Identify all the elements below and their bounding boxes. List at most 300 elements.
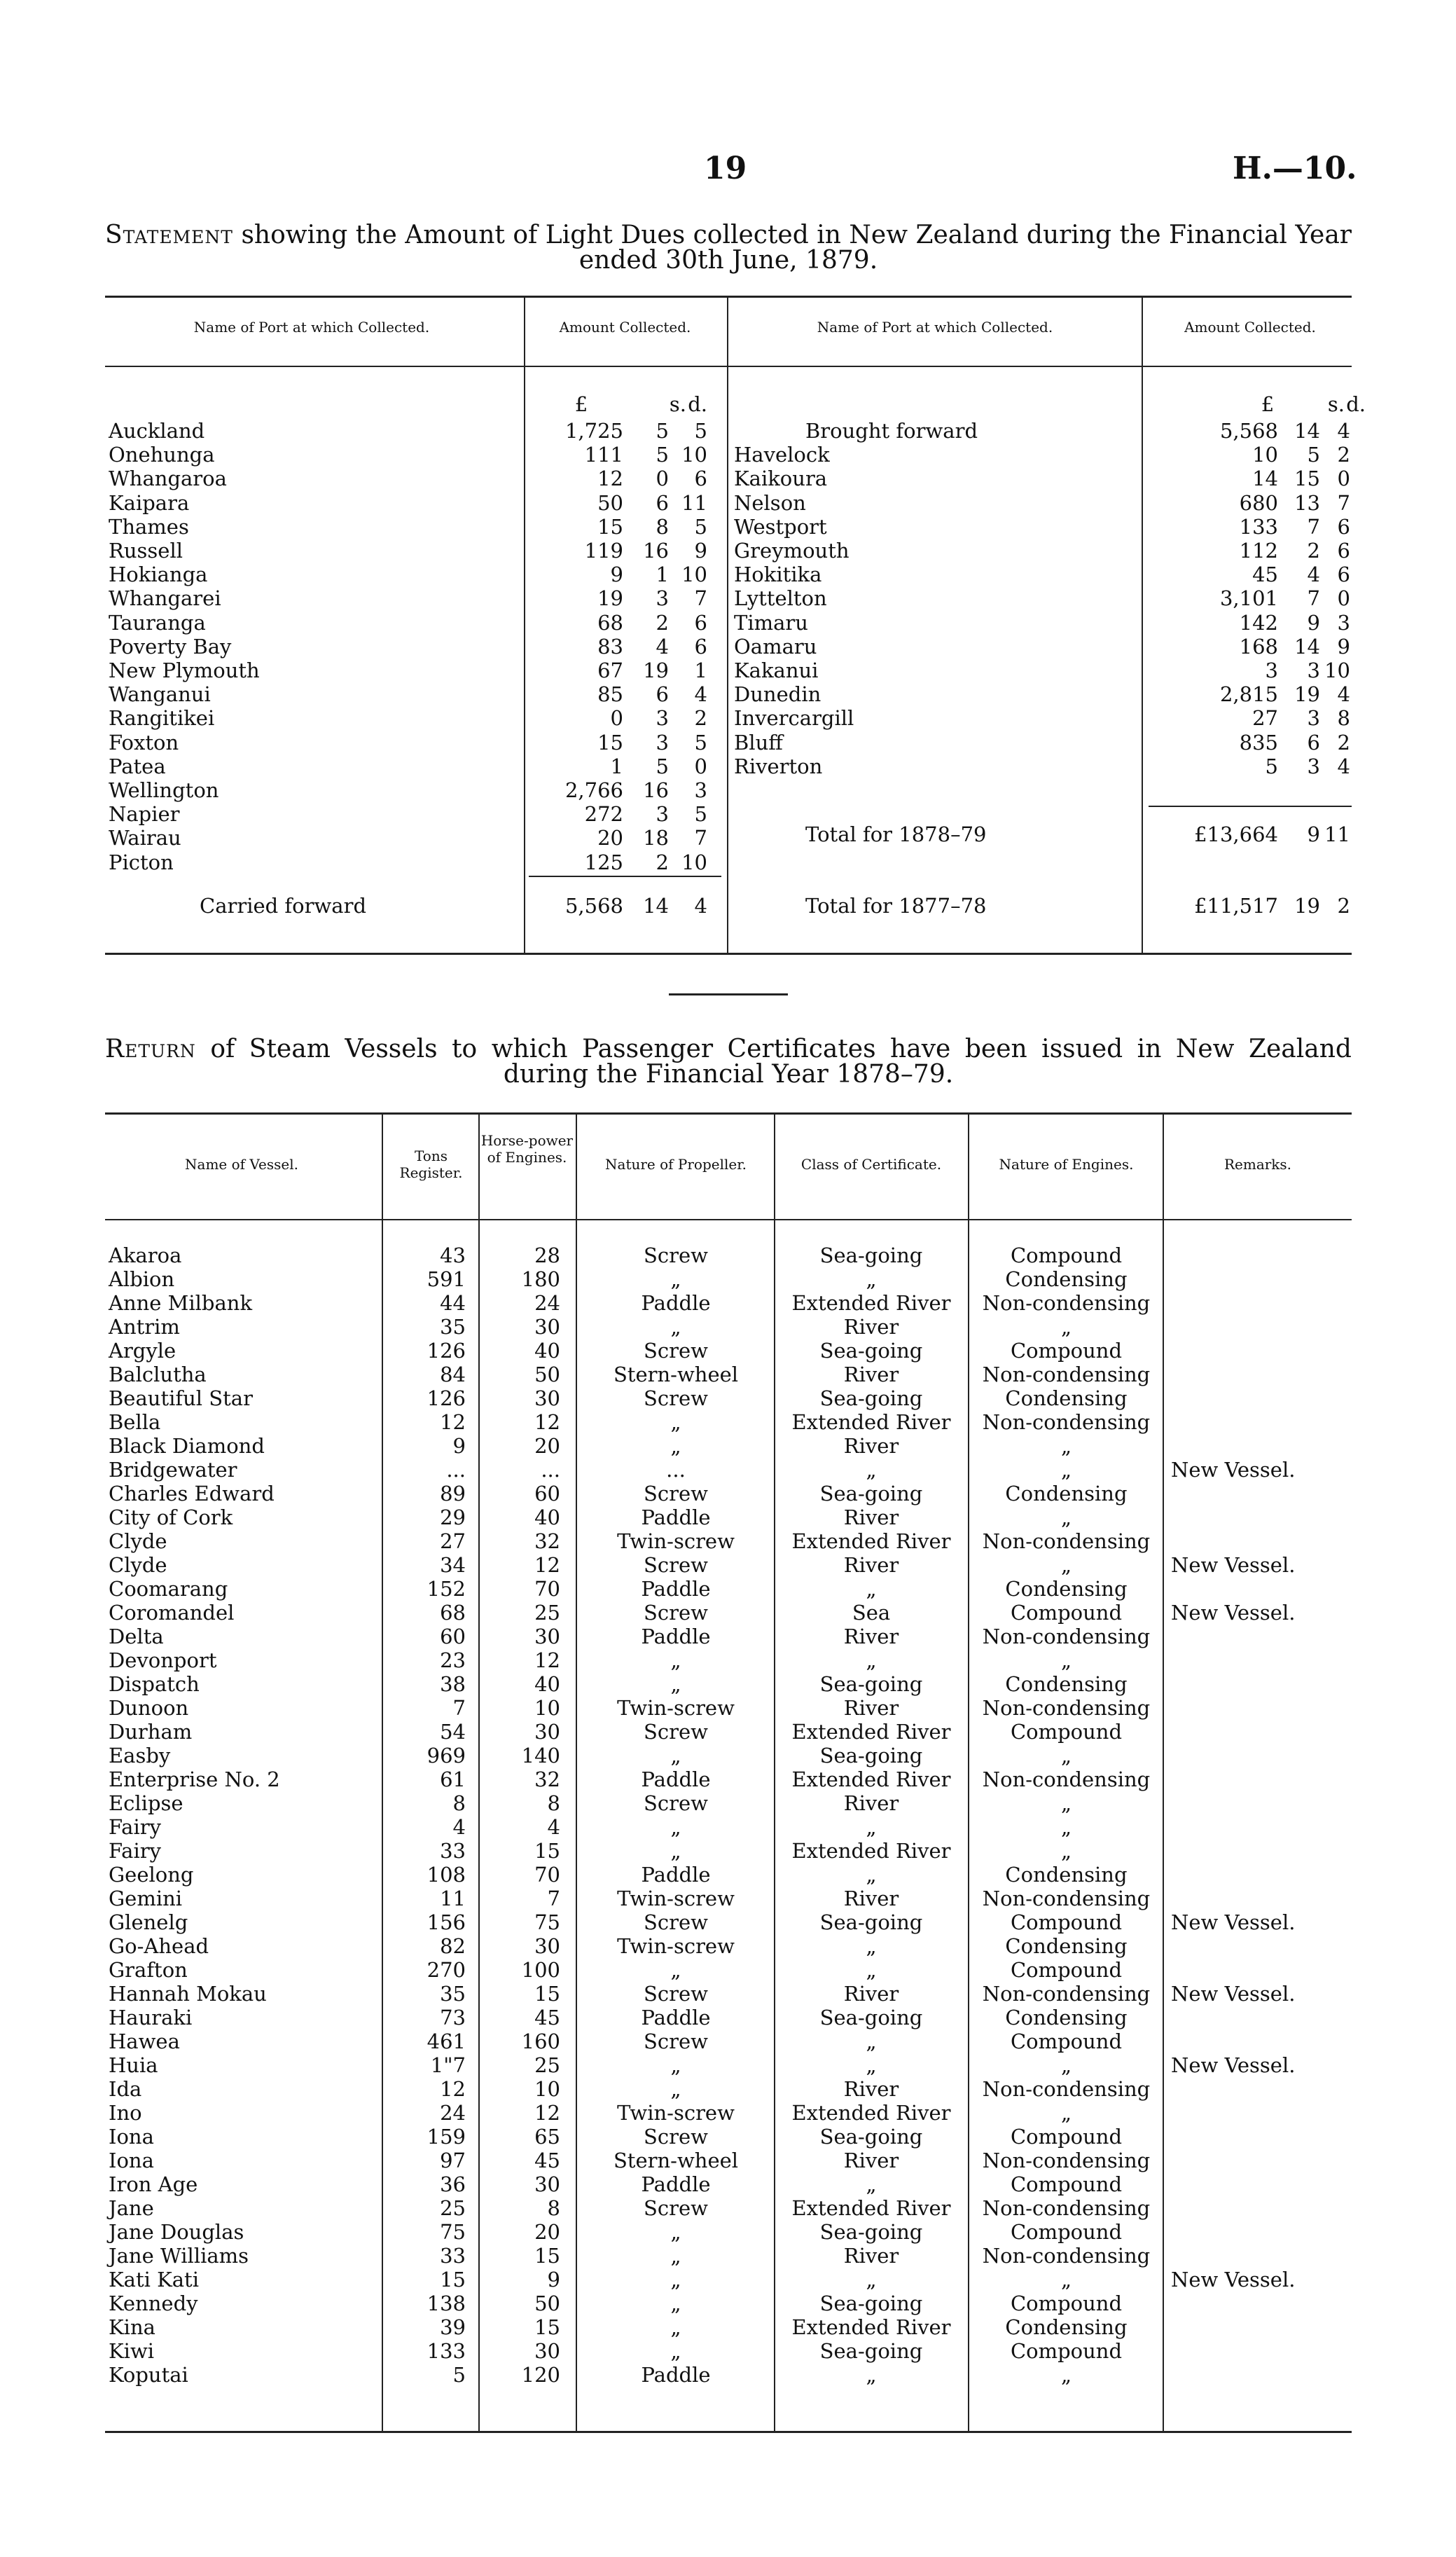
vessel-propeller: „ — [670, 2291, 681, 2315]
vessel-divider-1 — [382, 1114, 383, 2431]
amount-pence: 0 — [694, 754, 707, 778]
vessel-horse-power: 25 — [534, 1601, 560, 1625]
amount-pounds: 68 — [597, 610, 623, 635]
amount-pence: 6 — [1337, 563, 1350, 587]
vessel-tons: 38 — [440, 1672, 466, 1696]
header-remarks: Remarks. — [1223, 1156, 1292, 1173]
vessel-tons: 35 — [440, 1982, 466, 2006]
port-name: Oamaru — [734, 634, 817, 659]
vessel-propeller: Screw — [644, 1910, 708, 1934]
port-name: Riverton — [734, 754, 823, 778]
vessel-tons: 25 — [440, 2196, 466, 2220]
amount-pounds: 19 — [597, 586, 623, 611]
amount-shillings: 6 — [656, 682, 669, 707]
vessel-engines: Non-condensing — [982, 1363, 1151, 1386]
amount-pounds: 1,725 — [564, 419, 623, 443]
vessel-tons: 152 — [427, 1577, 466, 1601]
vessel-tons: 24 — [440, 2101, 466, 2125]
vessel-horse-power: 70 — [534, 1577, 560, 1601]
vessel-propeller: Twin-screw — [617, 1529, 735, 1553]
vessel-certificate: „ — [866, 1648, 877, 1672]
vessel-propeller: Twin-screw — [617, 1934, 735, 1958]
amount-shillings: 9 — [1307, 610, 1320, 635]
vessel-name: Eclipse — [109, 1791, 183, 1815]
vessel-engines: Compound — [1010, 2172, 1123, 2196]
amount-pounds: 10 — [1252, 443, 1278, 467]
vessel-remarks: New Vessel. — [1171, 1982, 1296, 2006]
vessel-certificate: Extended River — [791, 1410, 951, 1434]
vessel-certificate: „ — [866, 2363, 877, 2387]
vessel-name: Black Diamond — [109, 1434, 265, 1458]
vessel-name: Akaroa — [109, 1243, 182, 1267]
vessel-top-rule — [105, 1112, 1352, 1115]
port-name: Kaikoura — [734, 467, 828, 491]
amount-pence: 9 — [694, 539, 707, 563]
vessel-certificate: River — [843, 1434, 899, 1458]
vessel-propeller: Screw — [644, 1339, 708, 1363]
amount-pence: 7 — [1337, 490, 1350, 515]
vessel-divider-5 — [968, 1114, 969, 2431]
vessel-tons: 60 — [440, 1625, 466, 1648]
amount-pence: 8 — [1337, 706, 1350, 731]
carried-forward-label: Carried forward — [200, 894, 367, 918]
port-name: Foxton — [109, 730, 179, 754]
vessel-tons: 97 — [440, 2149, 466, 2172]
amount-pence: 2 — [1337, 443, 1350, 467]
vessel-name: Iron Age — [109, 2172, 198, 2196]
vessel-propeller: Stern-wheel — [613, 2149, 739, 2172]
amount-pence: 5 — [694, 802, 707, 827]
vessel-horse-power: 20 — [534, 1434, 560, 1458]
vessel-certificate: Sea-going — [819, 2125, 923, 2149]
vessel-name: Hawea — [109, 2029, 180, 2053]
pound-symbol: £ — [574, 392, 588, 416]
vessel-propeller: „ — [670, 1672, 681, 1696]
header-vessel-name: Name of Vessel. — [185, 1156, 298, 1173]
header-amount-right: Amount Collected. — [1184, 319, 1316, 336]
amount-shillings: 2 — [1307, 539, 1320, 563]
vessel-tons: ... — [446, 1458, 466, 1482]
vessel-certificate: River — [843, 1982, 899, 2006]
vessel-horse-power: 30 — [534, 1625, 560, 1648]
amount-shillings: 3 — [656, 706, 669, 731]
vessel-divider-6 — [1163, 1114, 1164, 2431]
vessel-tons: 4 — [452, 1815, 466, 1839]
vessel-propeller: „ — [670, 2244, 681, 2268]
vessel-certificate: River — [843, 1887, 899, 1910]
vessel-horse-power: 160 — [521, 2029, 560, 2053]
vessel-certificate: River — [843, 1363, 899, 1386]
vessel-divider-2 — [478, 1114, 480, 2431]
vessel-certificate: Sea-going — [819, 2006, 923, 2029]
vessel-name: Charles Edward — [109, 1482, 275, 1505]
vessel-propeller: „ — [670, 1958, 681, 1982]
vessel-certificate: River — [843, 1505, 899, 1529]
amount-pounds: 119 — [584, 539, 623, 563]
vessel-name: Huia — [109, 2053, 158, 2077]
header-amount-left: Amount Collected. — [559, 319, 691, 336]
vessel-tons: 75 — [440, 2220, 466, 2244]
vessel-certificate: „ — [866, 2172, 877, 2196]
vessel-certificate: Sea — [852, 1601, 891, 1625]
vessel-name: Glenelg — [109, 1910, 188, 1934]
vessel-tons: 156 — [427, 1910, 466, 1934]
vessel-horse-power: 45 — [534, 2006, 560, 2029]
vessel-propeller: „ — [670, 2053, 681, 2077]
vessel-name: Argyle — [109, 1339, 176, 1363]
vessel-certificate: Sea-going — [819, 2220, 923, 2244]
vessel-horse-power: 8 — [547, 2196, 560, 2220]
vessel-propeller: Paddle — [641, 1767, 711, 1791]
vessel-tons: 33 — [440, 1839, 466, 1863]
amount-shillings: 18 — [643, 826, 669, 850]
vessel-name: Iona — [109, 2125, 154, 2149]
vessel-propeller: „ — [670, 1815, 681, 1839]
total-1877-78-label: Total for 1877–78 — [805, 894, 987, 918]
port-name: Onehunga — [109, 443, 215, 467]
vessel-tons: 9 — [452, 1434, 466, 1458]
vessel-horse-power: 24 — [534, 1291, 560, 1315]
vessel-propeller: Paddle — [641, 1625, 711, 1648]
vessel-propeller: Paddle — [641, 1505, 711, 1529]
amount-pounds: 2,766 — [564, 778, 623, 802]
amount-shillings: 15 — [1294, 467, 1320, 491]
vessel-name: Ino — [109, 2101, 142, 2125]
vessel-propeller: Screw — [644, 1243, 708, 1267]
shillings-symbol: s. — [1327, 392, 1345, 416]
amount-shillings: 19 — [643, 659, 669, 682]
amount-shillings: 4 — [656, 634, 669, 659]
vessel-horse-power: 40 — [534, 1505, 560, 1529]
amount-pounds: 112 — [1239, 539, 1278, 563]
amount-pounds: 45 — [1252, 563, 1278, 587]
port-name: Kakanui — [734, 659, 819, 682]
shillings-symbol: s. — [669, 392, 686, 416]
port-name: Bluff — [734, 730, 783, 754]
amount-pence: 11 — [681, 490, 707, 515]
vessel-certificate: Extended River — [791, 1529, 951, 1553]
port-name: Auckland — [109, 419, 205, 443]
amount-shillings: 19 — [1294, 682, 1320, 707]
vessel-engines: Compound — [1010, 1720, 1123, 1744]
vessel-horse-power: 8 — [547, 1791, 560, 1815]
page-number: 19 — [704, 151, 747, 186]
vessel-name: Bella — [109, 1410, 161, 1434]
vessel-horse-power: 40 — [534, 1672, 560, 1696]
vessel-certificate: „ — [866, 1863, 877, 1887]
amount-pounds: 680 — [1239, 490, 1278, 515]
vessel-propeller: ... — [666, 1458, 686, 1482]
vessel-propeller: „ — [670, 1434, 681, 1458]
header-rule — [105, 366, 1352, 367]
pound-symbol: £ — [1261, 392, 1275, 416]
amount-pounds: 2,815 — [1219, 682, 1278, 707]
vessel-name: Coromandel — [109, 1601, 235, 1625]
vessel-certificate: „ — [866, 1458, 877, 1482]
vessel-engines: Non-condensing — [982, 1982, 1151, 2006]
header-tons: Tons Register. — [399, 1147, 463, 1181]
amount-pounds: 5 — [1265, 754, 1278, 778]
amount-pounds: 125 — [584, 850, 623, 874]
amount-pence: 2 — [694, 706, 707, 731]
vessel-engines: Condensing — [1005, 1267, 1128, 1291]
divider-2 — [727, 297, 728, 953]
vessel-engines: Non-condensing — [982, 1625, 1151, 1648]
amount-pounds: 142 — [1239, 610, 1278, 635]
vessel-engines: Compound — [1010, 2029, 1123, 2053]
vessel-tons: 126 — [427, 1339, 466, 1363]
vessel-name: Devonport — [109, 1648, 217, 1672]
vessel-propeller: Screw — [644, 2029, 708, 2053]
amount-shillings: 16 — [643, 539, 669, 563]
vessel-tons: 126 — [427, 1386, 466, 1410]
amount-pence: 10 — [681, 443, 707, 467]
carried-forward-shillings: 14 — [643, 894, 669, 918]
amount-shillings: 16 — [643, 778, 669, 802]
vessel-propeller: Twin-screw — [617, 2101, 735, 2125]
amount-shillings: 8 — [656, 514, 669, 539]
port-name: Hokianga — [109, 563, 208, 587]
amount-pence: 5 — [694, 730, 707, 754]
vessel-name: Beautiful Star — [109, 1386, 253, 1410]
port-name: Kaipara — [109, 490, 190, 515]
vessel-engines: „ — [1060, 1791, 1072, 1815]
port-name: Havelock — [734, 443, 830, 467]
vessel-propeller: „ — [670, 1315, 681, 1339]
amount-pounds: 0 — [610, 706, 623, 731]
port-name: Lyttelton — [734, 586, 827, 611]
vessel-certificate: „ — [866, 1958, 877, 1982]
divider-3 — [1142, 297, 1143, 953]
port-name: Poverty Bay — [109, 634, 232, 659]
vessel-propeller: Paddle — [641, 1863, 711, 1887]
carried-forward-pence: 4 — [694, 894, 707, 918]
vessel-certificate: Extended River — [791, 2196, 951, 2220]
vessel-certificate: Extended River — [791, 1720, 951, 1744]
vessel-tons: 11 — [440, 1887, 466, 1910]
vessel-horse-power: 4 — [547, 1815, 560, 1839]
vessel-horse-power: 15 — [534, 1982, 560, 2006]
vessel-engines: „ — [1060, 1553, 1072, 1577]
vessel-tons: 15 — [440, 2268, 466, 2291]
vessel-horse-power: 75 — [534, 1910, 560, 1934]
vessel-horse-power: 70 — [534, 1863, 560, 1887]
amount-pounds: 50 — [597, 490, 623, 515]
vessel-engines: Condensing — [1005, 1672, 1128, 1696]
amount-shillings: 13 — [1294, 490, 1320, 515]
brought-forward-pounds: 5,568 — [1219, 419, 1278, 443]
total-1877-78-amount: £11,517 — [1194, 894, 1278, 918]
vessel-engines: Condensing — [1005, 1577, 1128, 1601]
vessel-engines: Compound — [1010, 1910, 1123, 1934]
vessel-horse-power: 12 — [534, 1553, 560, 1577]
vessel-propeller: „ — [670, 2220, 681, 2244]
amount-pence: 4 — [1337, 754, 1350, 778]
vessel-name: Fairy — [109, 1839, 161, 1863]
vessel-engines: Non-condensing — [982, 1887, 1151, 1910]
vessel-propeller: „ — [670, 2315, 681, 2339]
amount-pence: 9 — [1337, 634, 1350, 659]
bottom-rule — [105, 953, 1352, 955]
vessel-certificate: River — [843, 1553, 899, 1577]
amount-shillings: 3 — [1307, 659, 1320, 682]
amount-pounds: 3,101 — [1219, 586, 1278, 611]
port-name: Napier — [109, 802, 180, 827]
amount-shillings: 0 — [656, 467, 669, 491]
header-certificate-class: Class of Certificate. — [800, 1156, 942, 1173]
vessel-propeller: Stern-wheel — [613, 1363, 739, 1386]
amount-pence: 10 — [1324, 659, 1350, 682]
amount-shillings: 5 — [1307, 443, 1320, 467]
vessel-engines: „ — [1060, 1839, 1072, 1863]
vessel-engines: Non-condensing — [982, 2077, 1151, 2101]
vessel-name: Balclutha — [109, 1363, 207, 1386]
vessel-remarks: New Vessel. — [1171, 1910, 1296, 1934]
vessel-engines: „ — [1060, 2363, 1072, 2387]
vessel-horse-power: 15 — [534, 2244, 560, 2268]
vessel-tons: 23 — [440, 1648, 466, 1672]
amount-pence: 10 — [681, 563, 707, 587]
vessel-name: Bridgewater — [109, 1458, 237, 1482]
vessel-certificate: Sea-going — [819, 1339, 923, 1363]
vessel-horse-power: 30 — [534, 1934, 560, 1958]
vessel-certificate: Sea-going — [819, 2339, 923, 2363]
vessel-name: Coomarang — [109, 1577, 228, 1601]
light-dues-title — [105, 223, 1352, 273]
vessel-horse-power: 32 — [534, 1767, 560, 1791]
amount-shillings: 6 — [656, 490, 669, 515]
vessel-certificate: Sea-going — [819, 1243, 923, 1267]
vessel-propeller: „ — [670, 1744, 681, 1767]
port-name: Westport — [734, 514, 827, 539]
vessel-horse-power: 15 — [534, 2315, 560, 2339]
vessel-remarks: New Vessel. — [1171, 2053, 1296, 2077]
port-name: Timaru — [734, 610, 808, 635]
vessel-engines: Non-condensing — [982, 1767, 1151, 1791]
amount-pence: 4 — [694, 682, 707, 707]
amount-pence: 6 — [694, 610, 707, 635]
vessel-tons: 7 — [452, 1696, 466, 1720]
vessel-tons: 73 — [440, 2006, 466, 2029]
vessel-name: Dunoon — [109, 1696, 189, 1720]
vessel-propeller: Paddle — [641, 1577, 711, 1601]
amount-pence: 6 — [694, 467, 707, 491]
vessel-tons: 5 — [452, 2363, 466, 2387]
amount-shillings: 5 — [656, 419, 669, 443]
vessel-name: Kati Kati — [109, 2268, 199, 2291]
vessel-tons: 61 — [440, 1767, 466, 1791]
header-port-right: Name of Port at which Collected. — [817, 319, 1053, 336]
vessel-divider-4 — [774, 1114, 775, 2431]
amount-pounds: 12 — [597, 467, 623, 491]
vessel-tons: 27 — [440, 1529, 466, 1553]
vessel-name: Easby — [109, 1744, 171, 1767]
vessel-propeller: Paddle — [641, 2006, 711, 2029]
amount-shillings: 3 — [656, 802, 669, 827]
vessel-propeller: Paddle — [641, 2363, 711, 2387]
amount-pence: 5 — [694, 419, 707, 443]
vessel-certificate: Sea-going — [819, 1744, 923, 1767]
vessel-propeller: Paddle — [641, 1291, 711, 1315]
amount-pounds: 3 — [1265, 659, 1278, 682]
vessel-propeller: „ — [670, 1267, 681, 1291]
vessel-tons: 138 — [427, 2291, 466, 2315]
vessel-tons: 82 — [440, 1934, 466, 1958]
amount-shillings: 14 — [1294, 634, 1320, 659]
vessel-horse-power: 40 — [534, 1339, 560, 1363]
document-reference: H.—10. — [1233, 151, 1357, 186]
vessel-engines: „ — [1060, 1458, 1072, 1482]
vessel-horse-power: 30 — [534, 2172, 560, 2196]
vessel-name: Iona — [109, 2149, 154, 2172]
left-sum-rule — [529, 876, 721, 877]
vessel-engines: „ — [1060, 1815, 1072, 1839]
vessel-horse-power: 60 — [534, 1482, 560, 1505]
amount-pounds: 835 — [1239, 730, 1278, 754]
amount-pounds: 168 — [1239, 634, 1278, 659]
amount-pence: 4 — [1337, 682, 1350, 707]
vessel-certificate: „ — [866, 2029, 877, 2053]
vessel-tons: 33 — [440, 2244, 466, 2268]
vessel-certificate: River — [843, 2149, 899, 2172]
port-name: Patea — [109, 754, 166, 778]
port-name: Thames — [109, 514, 189, 539]
vessel-horse-power: 50 — [534, 2291, 560, 2315]
vessel-engines: „ — [1060, 1648, 1072, 1672]
vessel-tons: 159 — [427, 2125, 466, 2149]
vessel-tons: 12 — [440, 1410, 466, 1434]
vessel-name: Go-Ahead — [109, 1934, 209, 1958]
vessel-propeller: „ — [670, 1410, 681, 1434]
vessel-remarks: New Vessel. — [1171, 1601, 1296, 1625]
vessel-engines: Non-condensing — [982, 2196, 1151, 2220]
vessel-propeller: Screw — [644, 1791, 708, 1815]
vessel-tons: 84 — [440, 1363, 466, 1386]
amount-pounds: 27 — [1252, 706, 1278, 731]
vessel-certificate: River — [843, 1791, 899, 1815]
vessel-engines: Condensing — [1005, 2315, 1128, 2339]
vessel-horse-power: 15 — [534, 1839, 560, 1863]
amount-shillings: 4 — [1307, 563, 1320, 587]
vessel-name: Fairy — [109, 1815, 161, 1839]
vessel-propeller: „ — [670, 2268, 681, 2291]
total-1878-79-shillings: 9 — [1307, 822, 1320, 846]
vessel-name: Hauraki — [109, 2006, 193, 2029]
port-name: Hokitika — [734, 563, 822, 587]
top-rule — [105, 296, 1352, 298]
amount-pounds: 9 — [610, 563, 623, 587]
amount-pence: 5 — [694, 514, 707, 539]
amount-pence: 6 — [1337, 514, 1350, 539]
amount-shillings: 1 — [656, 563, 669, 587]
vessel-horse-power: 30 — [534, 1315, 560, 1339]
amount-shillings: 7 — [1307, 514, 1320, 539]
title-lead: Return — [105, 1035, 196, 1063]
vessel-propeller: Screw — [644, 1601, 708, 1625]
vessel-horse-power: 28 — [534, 1243, 560, 1267]
amount-pence: 10 — [681, 850, 707, 874]
vessel-certificate: „ — [866, 1934, 877, 1958]
vessel-tons: 43 — [440, 1243, 466, 1267]
amount-pence: 7 — [694, 826, 707, 850]
vessel-propeller: Screw — [644, 2125, 708, 2149]
vessel-name: Anne Milbank — [109, 1291, 253, 1315]
title-rest: of Steam Vessels to which Passenger Certificates have been issued in New Zealand during the Financial Year 1878–79. — [210, 1035, 1352, 1089]
vessel-certificate: Extended River — [791, 1767, 951, 1791]
vessel-horse-power: 140 — [521, 1744, 560, 1767]
vessel-name: Albion — [109, 1267, 175, 1291]
vessel-engines: Compound — [1010, 2220, 1123, 2244]
